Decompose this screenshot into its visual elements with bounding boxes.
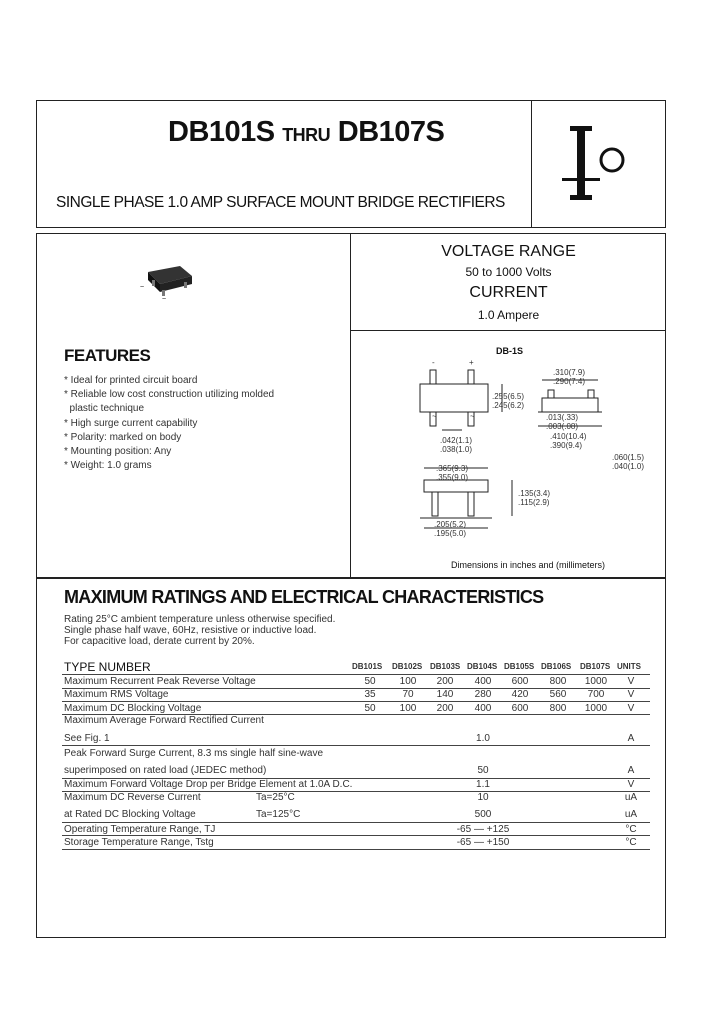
- dim-label: .038(1.0): [440, 445, 473, 454]
- op-temp-value: -65 — +125: [456, 824, 510, 835]
- dim-label: .003(.08): [546, 422, 579, 431]
- vf-unit: V: [627, 779, 635, 790]
- row-value: 800: [549, 676, 567, 687]
- feature-item: * Mounting position: Any: [64, 446, 172, 458]
- voltage-range-title: VOLTAGE RANGE: [441, 243, 576, 260]
- dim-label: .290(7.4): [553, 377, 586, 386]
- ir-value: 10: [477, 792, 489, 803]
- surge-unit: A: [627, 765, 635, 776]
- ratings-divider: [350, 330, 666, 331]
- row-label: Maximum RMS Voltage: [64, 689, 169, 700]
- feature-item: * Polarity: marked on body: [64, 431, 182, 443]
- feature-item: plastic technique: [64, 403, 145, 415]
- dim-label: .390(9.4): [550, 441, 583, 450]
- features-list: [64, 374, 274, 473]
- vf-value: 1.1: [476, 779, 490, 790]
- pin-minus: -: [432, 358, 435, 367]
- thru-word: THRU: [282, 125, 331, 145]
- table-rule: [62, 849, 650, 850]
- feature-item: * High surge current capability: [64, 417, 198, 429]
- ir-condition: Ta=125°C: [256, 809, 301, 820]
- dim-label: .355(9.0): [436, 473, 469, 482]
- feature-item: * Reliable low cost construction utilizing molded: [64, 389, 275, 401]
- col-header: DB104S: [467, 662, 498, 671]
- row-value: 800: [549, 703, 567, 714]
- ratings-notes: [64, 614, 335, 647]
- dim-label: .135(3.4): [518, 489, 551, 498]
- dim-label: .195(5.0): [434, 529, 467, 538]
- ir-condition: Ta=25°C: [256, 792, 295, 803]
- pin-ac-right: ~: [470, 412, 475, 421]
- dim-label: .040(1.0): [612, 462, 645, 471]
- dim-label: .013(.33): [546, 413, 579, 422]
- subtitle: SINGLE PHASE 1.0 AMP SURFACE MOUNT BRIDGE RECTIFIERS: [56, 194, 505, 211]
- note-line: Single phase half wave, 60Hz, resistive or inductive load.: [64, 625, 317, 636]
- pin-plus: +: [469, 358, 474, 367]
- table-rule: [62, 674, 650, 675]
- row-value: 420: [511, 689, 529, 700]
- dim-label: .410(10.4): [550, 432, 587, 441]
- col-header: DB107S: [580, 662, 611, 671]
- diagram-label: DB-1S: [496, 346, 524, 356]
- ir-label: at Rated DC Blocking Voltage: [64, 809, 196, 820]
- avg-current-unit: A: [627, 733, 635, 744]
- part-start: DB101S: [168, 116, 275, 148]
- row-value: 280: [474, 689, 492, 700]
- row-value: 1000: [584, 703, 608, 714]
- row-value: 600: [511, 703, 529, 714]
- logo-divider: [531, 100, 532, 228]
- note-line: Rating 25°C ambient temperature unless otherwise specified.: [64, 614, 336, 625]
- dim-label: .042(1.1): [440, 436, 473, 445]
- row-value: 200: [436, 676, 454, 687]
- row-value: 50: [364, 703, 376, 714]
- col-header: DB105S: [504, 662, 535, 671]
- avg-current-value: 1.0: [476, 733, 490, 744]
- package-mark-left: ~: [140, 284, 145, 291]
- feature-item: * Weight: 1.0 grams: [64, 460, 152, 472]
- avg-current-label: Maximum Average Forward Rectified Current: [64, 715, 264, 726]
- ir-label: Maximum DC Reverse Current: [64, 792, 201, 803]
- st-temp-value: -65 — +150: [456, 837, 510, 848]
- dim-label: .255(6.5): [492, 392, 525, 401]
- logo-mark-icon: [552, 118, 642, 208]
- current-value: 1.0 Ampere: [477, 308, 540, 322]
- company-logo: [552, 118, 642, 208]
- ratings-title: MAXIMUM RATINGS AND ELECTRICAL CHARACTERISTICS: [64, 587, 544, 607]
- row-value: 560: [549, 689, 567, 700]
- row-value: 35: [364, 689, 376, 700]
- row-value: 70: [402, 689, 414, 700]
- ir-unit: uA: [624, 792, 638, 803]
- dim-label: .310(7.9): [553, 368, 586, 377]
- ir-unit: uA: [624, 809, 638, 820]
- row-value: 1000: [584, 676, 608, 687]
- page-title: [168, 116, 444, 149]
- features-title: FEATURES: [64, 346, 151, 365]
- current-title: CURRENT: [469, 284, 548, 301]
- st-temp-unit: °C: [625, 837, 637, 848]
- package-diagram: [352, 332, 664, 576]
- surge-note: superimposed on rated load (JEDEC method): [64, 765, 267, 776]
- row-unit: V: [627, 689, 635, 700]
- row-value: 600: [511, 676, 529, 687]
- table-rule: [62, 835, 650, 836]
- surge-label: Peak Forward Surge Current, 8.3 ms single half sine-wave: [64, 748, 324, 759]
- row-value: 400: [474, 703, 492, 714]
- part-end: DB107S: [337, 116, 445, 148]
- dim-label: .115(2.9): [518, 498, 550, 507]
- vf-label: Maximum Forward Voltage Drop per Bridge Element at 1.0A D.C.: [64, 779, 353, 790]
- dim-label: .205(5.2): [434, 520, 467, 529]
- col-header: DB102S: [392, 662, 423, 671]
- dim-label: .365(9.3): [436, 464, 469, 473]
- package-mark-right: ~: [162, 296, 167, 303]
- table-rule: [62, 745, 650, 746]
- row-unit: V: [627, 703, 635, 714]
- row-label: Maximum Recurrent Peak Reverse Voltage: [64, 676, 256, 687]
- table-rule: [62, 701, 650, 702]
- col-header: DB103S: [430, 662, 461, 671]
- package-image: [140, 258, 200, 308]
- diagram-caption: Dimensions in inches and (millimeters): [451, 560, 606, 570]
- row-value: 400: [474, 676, 492, 687]
- col-header: DB101S: [352, 662, 383, 671]
- row-label: Maximum DC Blocking Voltage: [64, 703, 202, 714]
- dim-label: .060(1.5): [612, 453, 645, 462]
- row-value: 200: [436, 703, 454, 714]
- row-value: 100: [399, 703, 417, 714]
- table-rule: [62, 822, 650, 823]
- surge-value: 50: [477, 765, 489, 776]
- op-temp-label: Operating Temperature Range, TJ: [64, 824, 216, 835]
- col-header: DB106S: [541, 662, 572, 671]
- op-temp-unit: °C: [625, 824, 637, 835]
- row-value: 50: [364, 676, 376, 687]
- dim-label: .245(6.2): [492, 401, 525, 410]
- note-line: For capacitive load, derate current by 20%.: [64, 636, 255, 647]
- ir-value: 500: [474, 809, 492, 820]
- row-value: 700: [587, 689, 605, 700]
- row-value: 140: [436, 689, 454, 700]
- feature-item: * Ideal for printed circuit board: [64, 375, 198, 386]
- st-temp-label: Storage Temperature Range, Tstg: [64, 837, 214, 848]
- row-unit: V: [627, 676, 635, 687]
- avg-current-note: See Fig. 1: [64, 733, 110, 744]
- col-header: UNITS: [617, 662, 641, 671]
- pin-ac-left: ~: [432, 412, 437, 421]
- type-number-label: TYPE NUMBER: [64, 660, 151, 674]
- row-value: 100: [399, 676, 417, 687]
- voltage-range-value: 50 to 1000 Volts: [465, 265, 552, 279]
